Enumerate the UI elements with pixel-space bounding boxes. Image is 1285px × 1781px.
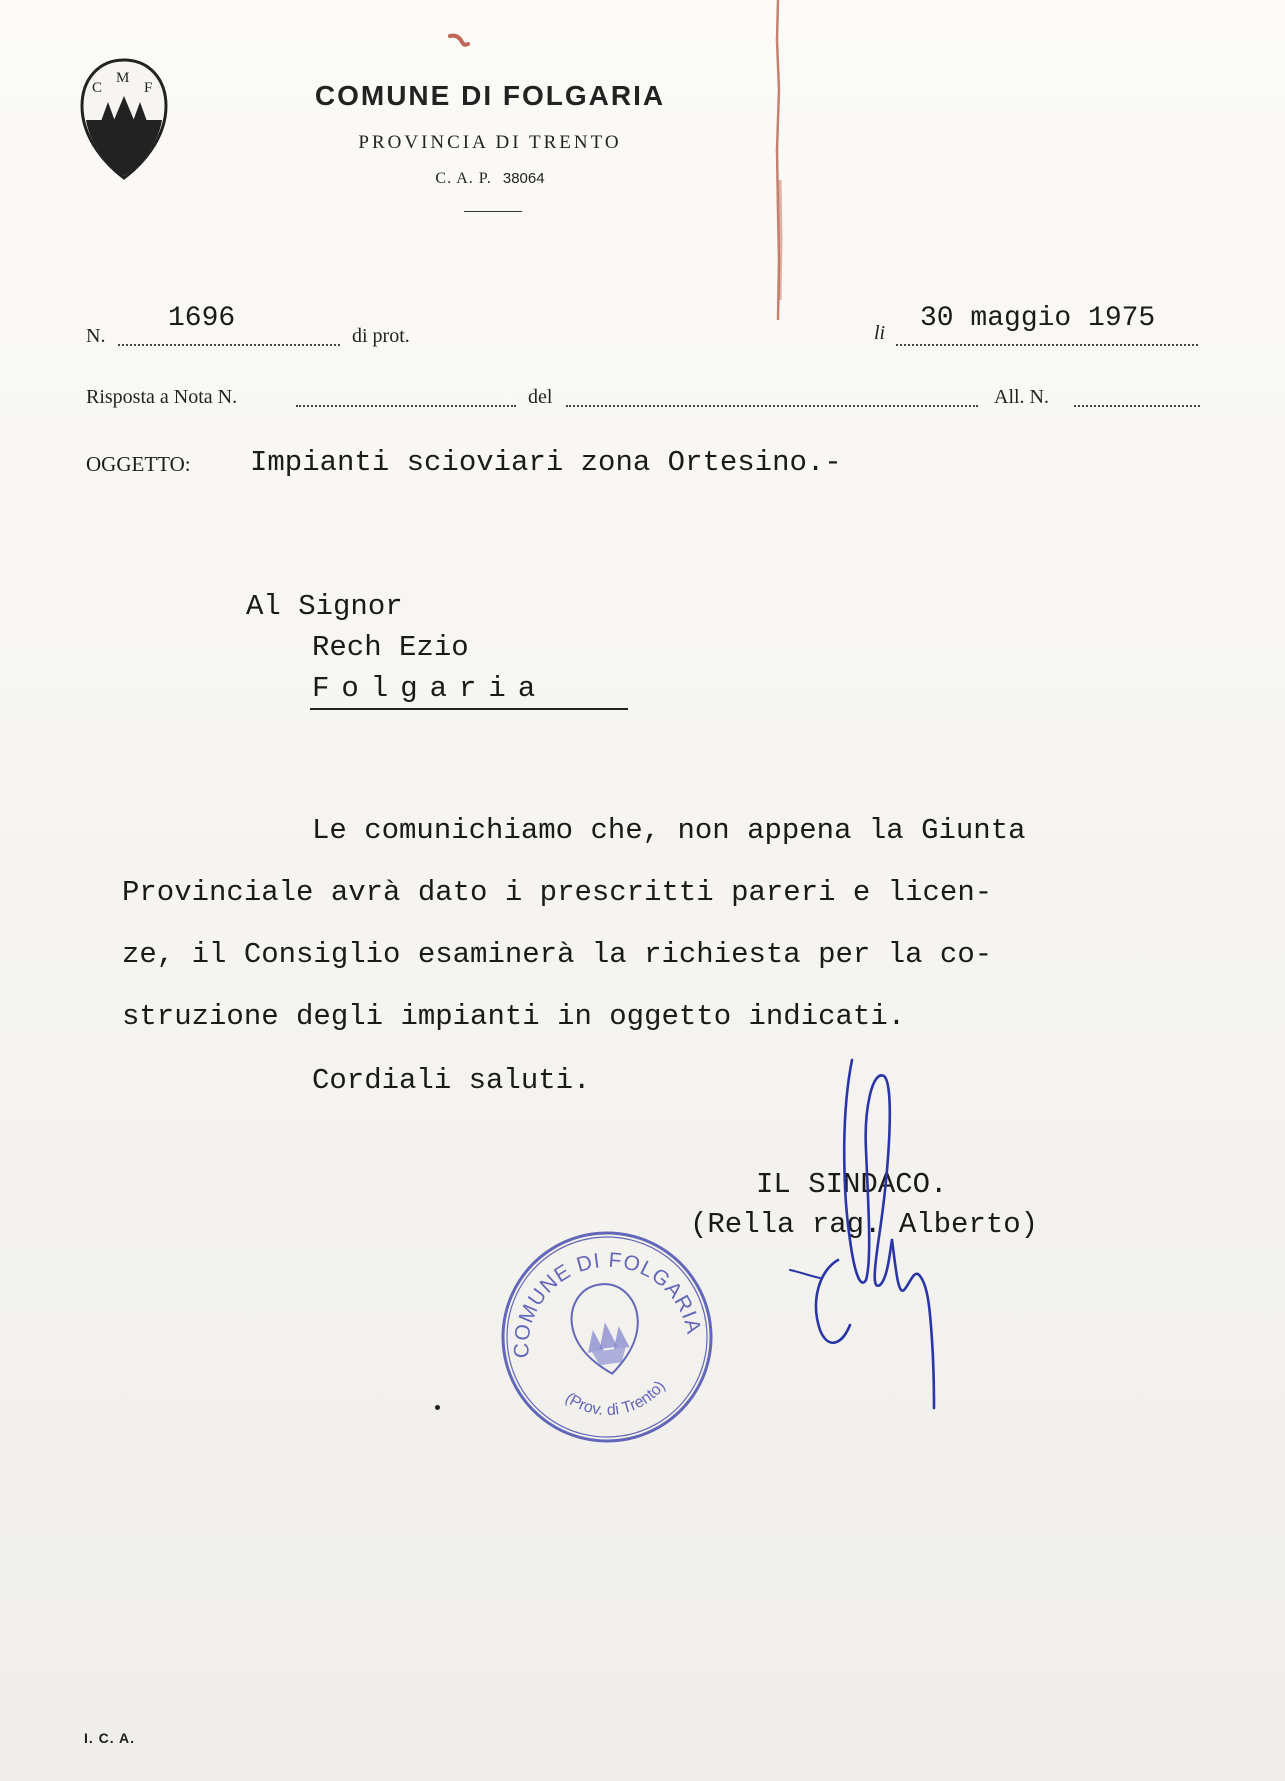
letterhead-cap (250, 170, 730, 188)
recipient-town-underline (310, 708, 628, 710)
body-line-2: Provinciale avrà dato i prescritti pareri e licen- (122, 876, 993, 909)
letter-date: 30 maggio 1975 (920, 303, 1156, 334)
body-line-3: ze, il Consiglio esaminerà la richiesta per la co- (122, 938, 993, 971)
reply-date-dotted-line (566, 405, 978, 407)
protocol-number-label: N. (86, 325, 106, 347)
subject-value: Impianti scioviari zona Ortesino.- (250, 446, 842, 479)
svg-text:(Prov. di Trento) (560, 1376, 672, 1426)
municipality-logo (78, 58, 170, 180)
protocol-label: di prot. (352, 325, 410, 347)
reply-date-label: del (528, 386, 553, 408)
attachments-dotted-line (1074, 405, 1200, 407)
signatory-name: (Rella rag. Alberto) (690, 1208, 1039, 1241)
svg-text:C: C (92, 80, 103, 96)
recipient-town: Folgaria (312, 672, 548, 705)
recipient-name: Rech Ezio (312, 631, 469, 664)
attachments-label: All. N. (994, 386, 1049, 408)
handwritten-signature (780, 1040, 1000, 1410)
ink-speck (435, 1405, 440, 1410)
svg-text:M: M (116, 70, 130, 86)
letterhead-title: COMUNE DI FOLGARIA (314, 80, 666, 111)
reply-note-dotted-line (296, 405, 516, 407)
subject-label: OGGETTO: (86, 452, 191, 476)
letterhead-divider (464, 211, 522, 212)
letterhead-province: PROVINCIA DI TRENTO (358, 132, 622, 153)
closing-greeting: Cordiali saluti. (312, 1064, 591, 1097)
protocol-number-value: 1696 (168, 303, 236, 334)
cap-number: 38064 (502, 170, 545, 187)
date-prefix-label: li (874, 322, 886, 344)
stamp-outer-text: COMUNE DI FOLGARIA (510, 1248, 706, 1359)
recipient-salutation: Al Signor (246, 590, 403, 623)
paper-crease (772, 0, 784, 320)
date-dotted-line (896, 344, 1198, 346)
svg-text:F: F (144, 80, 153, 96)
municipal-stamp (494, 1224, 720, 1450)
printer-mark: I. C. A. (84, 1730, 136, 1746)
body-line-4: struzione degli impianti in oggetto indicati. (122, 1000, 906, 1033)
stamp-inner-text: (Prov. di Trento) (561, 1377, 669, 1420)
signatory-title: IL SINDACO. (756, 1168, 948, 1201)
cap-label: C. A. P. (435, 170, 492, 187)
reply-note-label: Risposta a Nota N. (86, 386, 238, 408)
protocol-number-dotted-line (118, 344, 340, 346)
body-line-1: Le comunichiamo che, non appena la Giunta (312, 814, 1026, 847)
rust-spot (448, 30, 472, 54)
